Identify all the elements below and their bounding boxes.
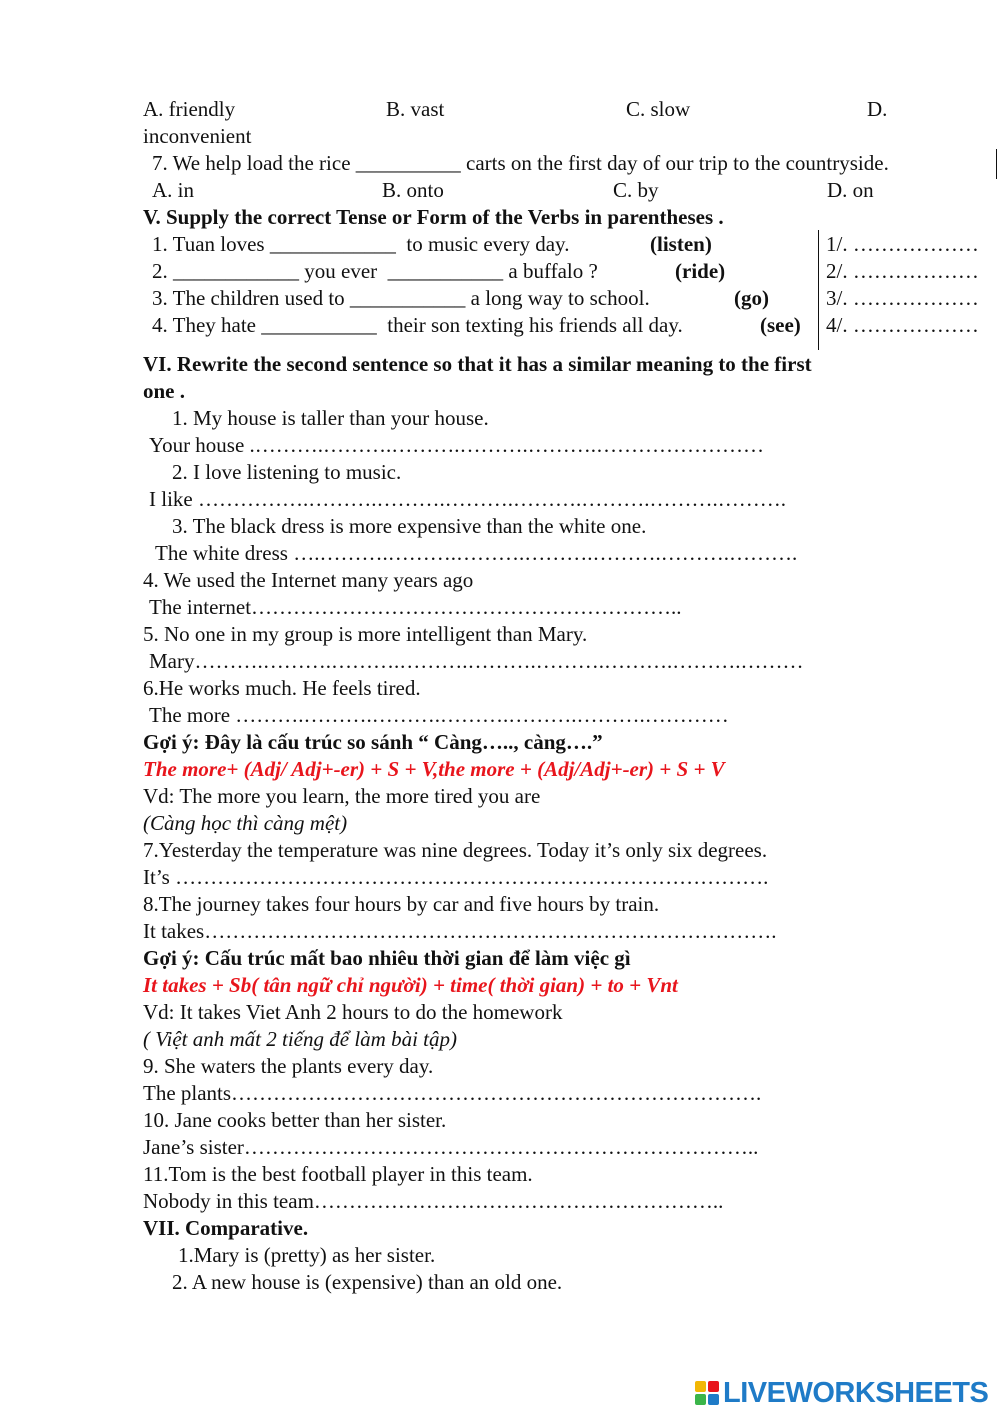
rewrite-a1: Your house .……….……….……….……….……….…………………… xyxy=(149,433,765,457)
divider xyxy=(996,149,997,179)
hint-formula-1: The more+ (Adj/ Adj+-er) + S + V,the more + (Adj/Adj+-er) + S + V xyxy=(143,757,725,781)
option-d: D. xyxy=(867,97,888,121)
rewrite-q1: 1. My house is taller than your house. xyxy=(172,406,489,430)
hint-heading-1: Gợi ý: Đây là cấu trúc so sánh “ Càng….., càng….” xyxy=(143,730,603,754)
verb-item-3: 3. The children used to ___________ a long way to school. xyxy=(152,286,650,310)
option-b: B. vast xyxy=(386,97,445,121)
liveworksheets-logo xyxy=(695,1377,988,1409)
rewrite-a2: I like …………….……….……….……….……….……….……….………. xyxy=(149,487,786,511)
section-5-heading: V. Supply the correct Tense or Form of the Verbs in parentheses . xyxy=(143,205,724,229)
verb-hint-4: (see) xyxy=(760,313,801,337)
comparative-q2: 2. A new house is (expensive) than an old one. xyxy=(172,1270,563,1294)
rewrite-q8: 8.The journey takes four hours by car and five hours by train. xyxy=(143,892,660,916)
hint-example-1: Vd: The more you learn, the more tired you are xyxy=(143,784,541,808)
rewrite-q9: 9. She waters the plants every day. xyxy=(143,1054,434,1078)
rewrite-q3: 3. The black dress is more expensive than the white one. xyxy=(172,514,647,538)
logo-mark-icon xyxy=(695,1381,719,1405)
answer-slot-3: 3/. ……………… xyxy=(826,286,979,310)
comparative-q1: 1.Mary is (pretty) as her sister. xyxy=(178,1243,436,1267)
question-7: 7. We help load the rice __________ carts on the first day of our trip to the countryside. xyxy=(152,151,889,175)
section-6-heading-cont: one . xyxy=(143,379,185,403)
rewrite-q10: 10. Jane cooks better than her sister. xyxy=(143,1108,447,1132)
hint-translation-2: ( Việt anh mất 2 tiếng để làm bài tập) xyxy=(143,1027,457,1051)
q7-option-d: D. on xyxy=(827,178,874,202)
verb-hint-3: (go) xyxy=(734,286,769,310)
rewrite-a8: It takes………………………………………………………………………. xyxy=(143,919,777,943)
rewrite-q5: 5. No one in my group is more intelligent than Mary. xyxy=(143,622,588,646)
rewrite-a5: Mary……….……….……….……….……….……….……….……….……… xyxy=(149,649,804,673)
rewrite-a6: The more ……….……….……….……….……….……….………… xyxy=(149,703,729,727)
section-7-heading: VII. Comparative. xyxy=(143,1216,309,1240)
q7-option-c: C. by xyxy=(613,178,659,202)
verb-item-4: 4. They hate ___________ their son texting his friends all day. xyxy=(152,313,683,337)
option-d-continued: inconvenient xyxy=(143,124,252,148)
rewrite-q4: 4. We used the Internet many years ago xyxy=(143,568,474,592)
answer-slot-1: 1/. ……………… xyxy=(826,232,979,256)
hint-translation-1: (Càng học thì càng mệt) xyxy=(143,811,348,835)
answer-column-divider xyxy=(818,230,819,350)
rewrite-q11: 11.Tom is the best football player in this team. xyxy=(143,1162,533,1186)
verb-item-2: 2. ____________ you ever ___________ a buffalo ? xyxy=(152,259,598,283)
hint-example-2: Vd: It takes Viet Anh 2 hours to do the homework xyxy=(143,1000,563,1024)
rewrite-q2: 2. I love listening to music. xyxy=(172,460,402,484)
q7-option-a: A. in xyxy=(152,178,194,202)
verb-hint-1: (listen) xyxy=(650,232,712,256)
rewrite-a4: The internet…………………………………………………….. xyxy=(149,595,682,619)
rewrite-a7: It’s …………………………………………………………………………. xyxy=(143,865,769,889)
hint-heading-2: Gợi ý: Cấu trúc mất bao nhiêu thời gian để làm việc gì xyxy=(143,946,631,970)
rewrite-a9: The plants…………………………………………………………………. xyxy=(143,1081,762,1105)
answer-slot-4: 4/. ……………… xyxy=(826,313,979,337)
hint-formula-2: It takes + Sb( tân ngữ chỉ người) + time( thời gian) + to + Vnt xyxy=(143,973,678,997)
rewrite-q6: 6.He works much. He feels tired. xyxy=(143,676,421,700)
logo-text: LIVEWORKSHEETS xyxy=(723,1376,989,1409)
rewrite-q7: 7.Yesterday the temperature was nine degrees. Today it’s only six degrees. xyxy=(143,838,768,862)
answer-slot-2: 2/. ……………… xyxy=(826,259,979,283)
option-c: C. slow xyxy=(626,97,691,121)
q7-option-b: B. onto xyxy=(382,178,444,202)
section-6-heading: VI. Rewrite the second sentence so that it has a similar meaning to the first xyxy=(143,352,812,376)
option-a: A. friendly xyxy=(143,97,236,121)
rewrite-a11: Nobody in this team………………………………………………….. xyxy=(143,1189,724,1213)
verb-item-1: 1. Tuan loves ____________ to music every day. xyxy=(152,232,570,256)
rewrite-a3: The white dress ….……….……….……….……….……….……….………. xyxy=(155,541,798,565)
rewrite-a10: Jane’s sister……………………………………………………………….. xyxy=(143,1135,759,1159)
verb-hint-2: (ride) xyxy=(675,259,726,283)
